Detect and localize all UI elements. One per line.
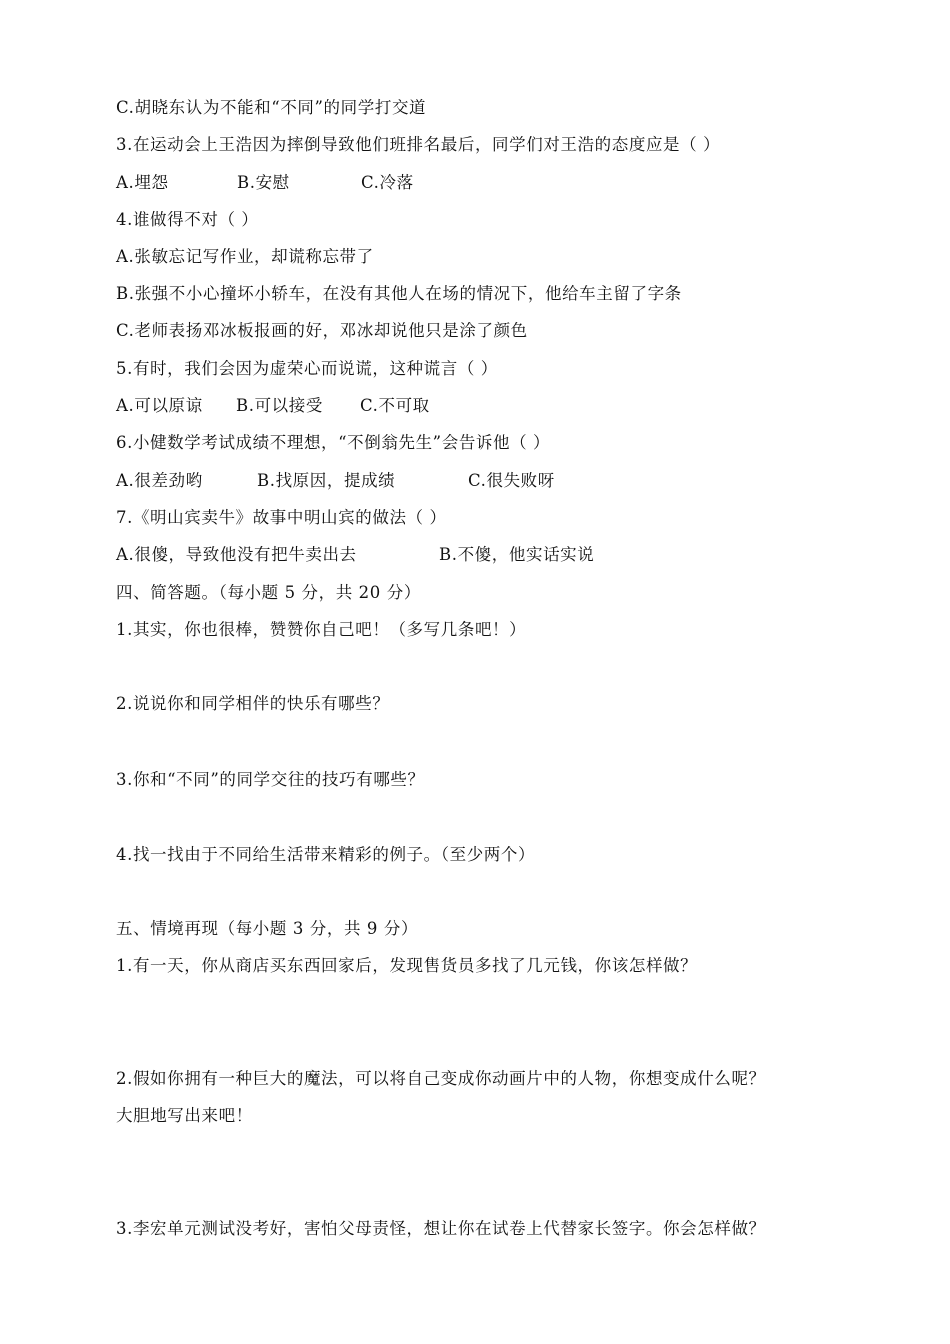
section-4-question-2: 2.说说你和同学相伴的快乐有哪些？ — [116, 694, 390, 713]
q7-stem: 7.《明山宾卖牛》故事中明山宾的做法（ ） — [116, 508, 447, 527]
q6-options — [116, 471, 555, 491]
section-4-question-1: 1.其实，你也很棒，赞赞你自己吧！（多写几条吧！） — [116, 620, 527, 639]
q3-stem: 3.在运动会上王浩因为摔倒导致他们班排名最后，同学们对王浩的态度应是（ ） — [116, 135, 721, 154]
section-5-question-3: 3.李宏单元测试没考好，害怕父母责怪，想让你在试卷上代替家长签字。你会怎样做？ — [116, 1219, 766, 1238]
q7-option-b: B.不傻，他实话实说 — [439, 545, 595, 564]
q7-options — [116, 545, 594, 565]
q5-stem: 5.有时，我们会因为虚荣心而说谎，这种谎言（ ） — [116, 359, 498, 378]
q6-stem: 6.小健数学考试成绩不理想，“不倒翁先生”会告诉他（ ） — [116, 433, 551, 452]
section-5-question-2: 2.假如你拥有一种巨大的魔法，可以将自己变成你动画片中的人物，你想变成什么呢？ — [116, 1069, 766, 1088]
section-5-question-2-continued: 大胆地写出来吧！ — [116, 1106, 253, 1125]
section-4-question-4: 4.找一找由于不同给生活带来精彩的例子。（至少两个） — [116, 845, 536, 864]
q5-option-b: B.可以接受 — [236, 396, 323, 415]
q7-option-a: A.很傻，导致他没有把牛卖出去 — [116, 545, 357, 564]
section-4-question-3: 3.你和“不同”的同学交往的技巧有哪些？ — [116, 770, 425, 789]
q3-options — [116, 173, 414, 193]
q4-option-b: B.张强不小心撞坏小轿车，在没有其他人在场的情况下，他给车主留了字条 — [116, 284, 682, 303]
q2-option-c: C.胡晓东认为不能和“不同”的同学打交道 — [116, 98, 427, 117]
q4-stem: 4.谁做得不对（ ） — [116, 210, 259, 229]
q6-option-b: B.找原因，提成绩 — [257, 471, 396, 490]
q5-option-c: C.不可取 — [360, 396, 430, 415]
q3-option-a: A.埋怨 — [116, 173, 169, 192]
q6-option-a: A.很差劲哟 — [116, 471, 203, 490]
q4-option-a: A.张敏忘记写作业，却谎称忘带了 — [116, 247, 374, 266]
q5-options — [116, 396, 430, 416]
section-5-question-1: 1.有一天，你从商店买东西回家后，发现售货员多找了几元钱，你该怎样做？ — [116, 956, 698, 975]
q3-option-c: C.冷落 — [361, 173, 414, 192]
section-5-heading: 五、情境再现（每小题 3 分，共 9 分） — [116, 919, 419, 938]
q6-option-c: C.很失败呀 — [468, 471, 555, 490]
q4-option-c: C.老师表扬邓冰板报画的好，邓冰却说他只是涂了颜色 — [116, 321, 528, 340]
section-4-heading: 四、简答题。（每小题 5 分，共 20 分） — [116, 583, 421, 602]
q5-option-a: A.可以原谅 — [116, 396, 203, 415]
q3-option-b: B.安慰 — [237, 173, 290, 192]
